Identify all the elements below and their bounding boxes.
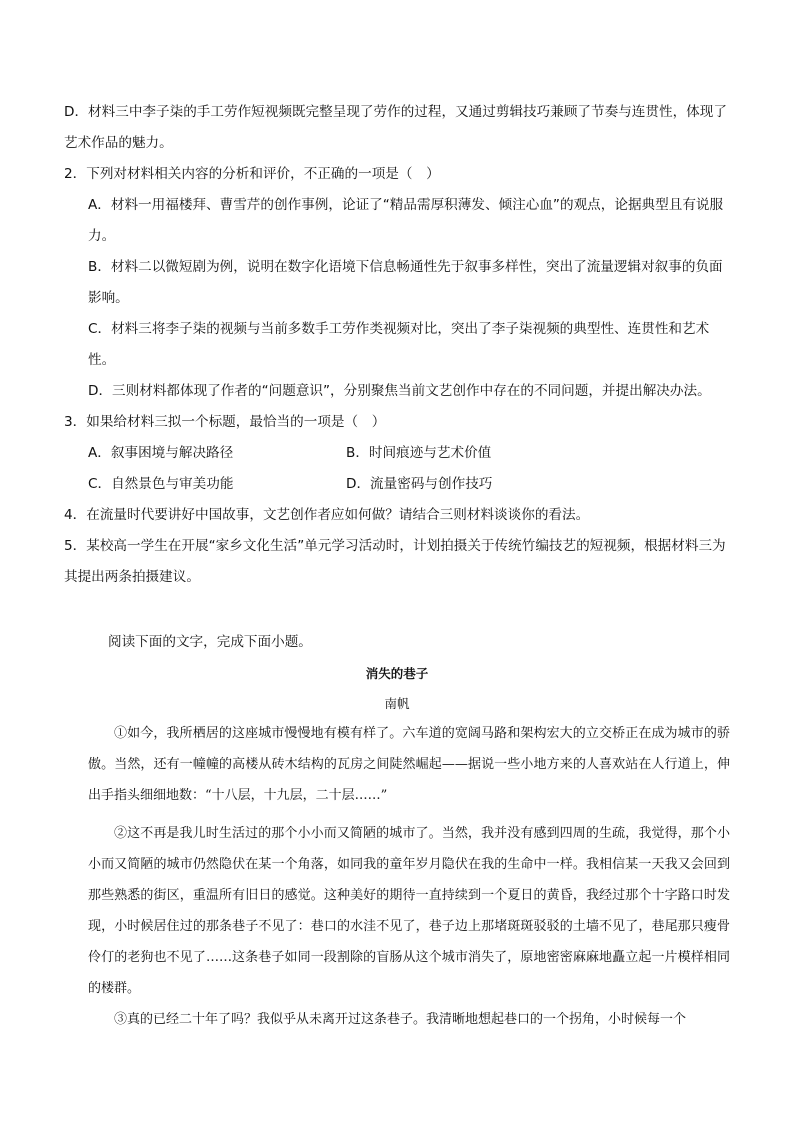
question-5: 5．某校高一学生在开展“家乡文化生活”单元学习活动时，计划拍摄关于传统竹编技艺的短视频，根据材料三为其提出两条拍摄建议。 (64, 538, 726, 585)
article-author: 南帆 (384, 696, 410, 711)
question-2-option-c: C．材料三将李子柒的视频与当前多数手工劳作类视频对比，突出了李子柒视频的典型性、连贯性和艺术性。 (88, 321, 710, 368)
question-3-stem: 3．如果给材料三拟一个标题，最恰当的一项是（ ） (64, 414, 386, 430)
question-2-stem: 2．下列对材料相关内容的分析和评价，不正确的一项是（ ） (64, 166, 440, 182)
question-3-option-c: C．自然景色与审美功能 (88, 476, 234, 492)
question-3-option-b: B．时间痕迹与艺术价值 (346, 445, 492, 461)
question-2-option-d: D．三则材料都体现了作者的“问题意识”，分别聚焦当前文艺创作中存在的不同问题，并提出解决办法。 (88, 383, 711, 399)
article-paragraph-3: ③真的已经二十年了吗？我似乎从未离开过这条巷子。我清晰地想起巷口的一个拐角，小时候每一个 (114, 1012, 687, 1027)
question-3-option-d: D．流量密码与创作技巧 (346, 476, 493, 492)
reading-instruction: 阅读下面的文字，完成下面小题。 (108, 634, 312, 650)
article-paragraph-1: ①如今，我所栖居的这座城市慢慢地有模有样了。六车道的宽阔马路和架构宏大的立交桥正在成为城市的骄傲。当然，还有一幢幢的高楼从砖木结构的瓦房之间陡然崛起——据说一些小地方来的人喜欢站在人行道上，伸出手指头细细地数：“十八层，十九层，二十层……” (88, 726, 730, 803)
question-4: 4．在流量时代要讲好中国故事，文艺创作者应如何做？请结合三则材料谈谈你的看法。 (64, 507, 590, 523)
article-paragraph-2: ②这不再是我儿时生活过的那个小小而又简陋的城市了。当然，我并没有感到四周的生疏，我觉得，那个小小而又简陋的城市仍然隐伏在某一个角落，如同我的童年岁月隐伏在我的生命中一样。我相信某一天我又会回到那些熟悉的街区，重温所有旧日的感觉。这种美好的期待一直持续到一个夏日的黄昏，我经过那个十字路口时发现，小时候居住过的那条巷子不见了：巷口的水洼不见了，巷子边上那堵斑斑驳驳的土墙不见了，巷尾那只瘦骨伶仃的老狗也不见了……这条巷子如同一段割除的盲肠从这个城市消失了，原地密密麻麻地矗立起一片模样相同的楼群。 (88, 826, 730, 996)
question-3-option-a: A．叙事困境与解决路径 (88, 445, 234, 461)
article-title: 消失的巷子 (365, 666, 429, 681)
question-2-option-b: B．材料二以微短剧为例，说明在数字化语境下信息畅通性先于叙事多样性，突出了流量逻辑对叙事的负面影响。 (88, 259, 723, 306)
question-1-option-d: D．材料三中李子柒的手工劳作短视频既完整呈现了劳作的过程，又通过剪辑技巧兼顾了节奏与连贯性，体现了艺术作品的魅力。 (64, 104, 727, 151)
question-2-option-a: A．材料一用福楼拜、曹雪芹的创作事例，论证了“精品需厚积薄发、倾注心血”的观点，论据典型且有说服力。 (88, 197, 724, 244)
